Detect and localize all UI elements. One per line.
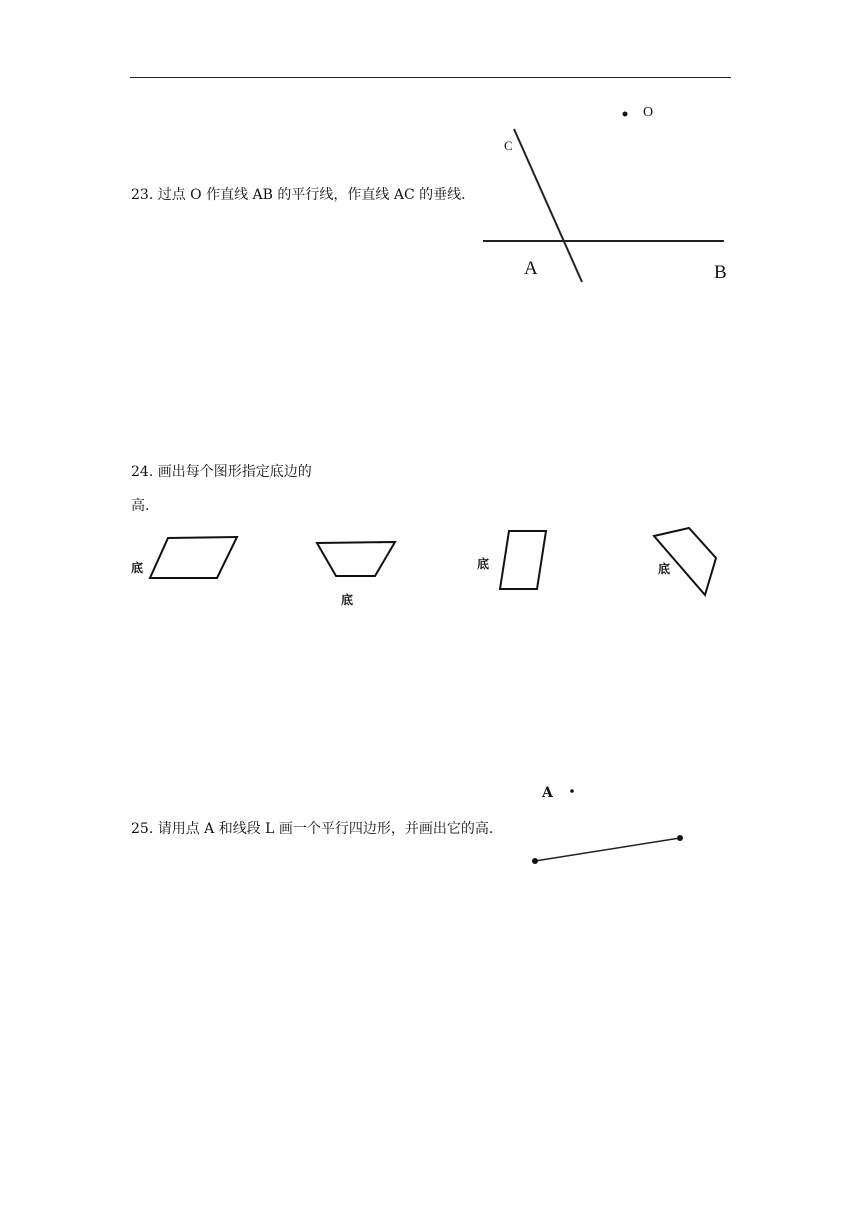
base-label-1: 底 [131,561,144,575]
question-25-text: 请用点 A 和线段 L 画一个平行四边形，并画出它的高. [157,821,494,837]
segment-l-endpoint-right [677,835,683,841]
label-a: A [524,258,538,279]
label-c: C [504,138,513,153]
segment-l-endpoint-left [532,858,538,864]
base-label-2: 底 [341,593,354,607]
label-o: O [643,105,654,120]
question-24-text-line2: 高. [131,498,150,514]
question-23-number: 23. [131,187,154,203]
question-23-text: 过点 O 作直线 AB 的平行线，作直线 AC 的垂线. [157,187,466,203]
base-label-3: 底 [477,557,490,571]
label-b: B [714,262,727,283]
question-24-number: 24. [131,464,154,480]
base-label-4: 底 [658,562,671,576]
question-25-number: 25. [131,821,154,837]
label-point-a: A [542,785,553,801]
segment-l [535,838,680,861]
question-24-text-line1: 画出每个图形指定底边的 [157,464,312,480]
point-a [570,789,574,793]
